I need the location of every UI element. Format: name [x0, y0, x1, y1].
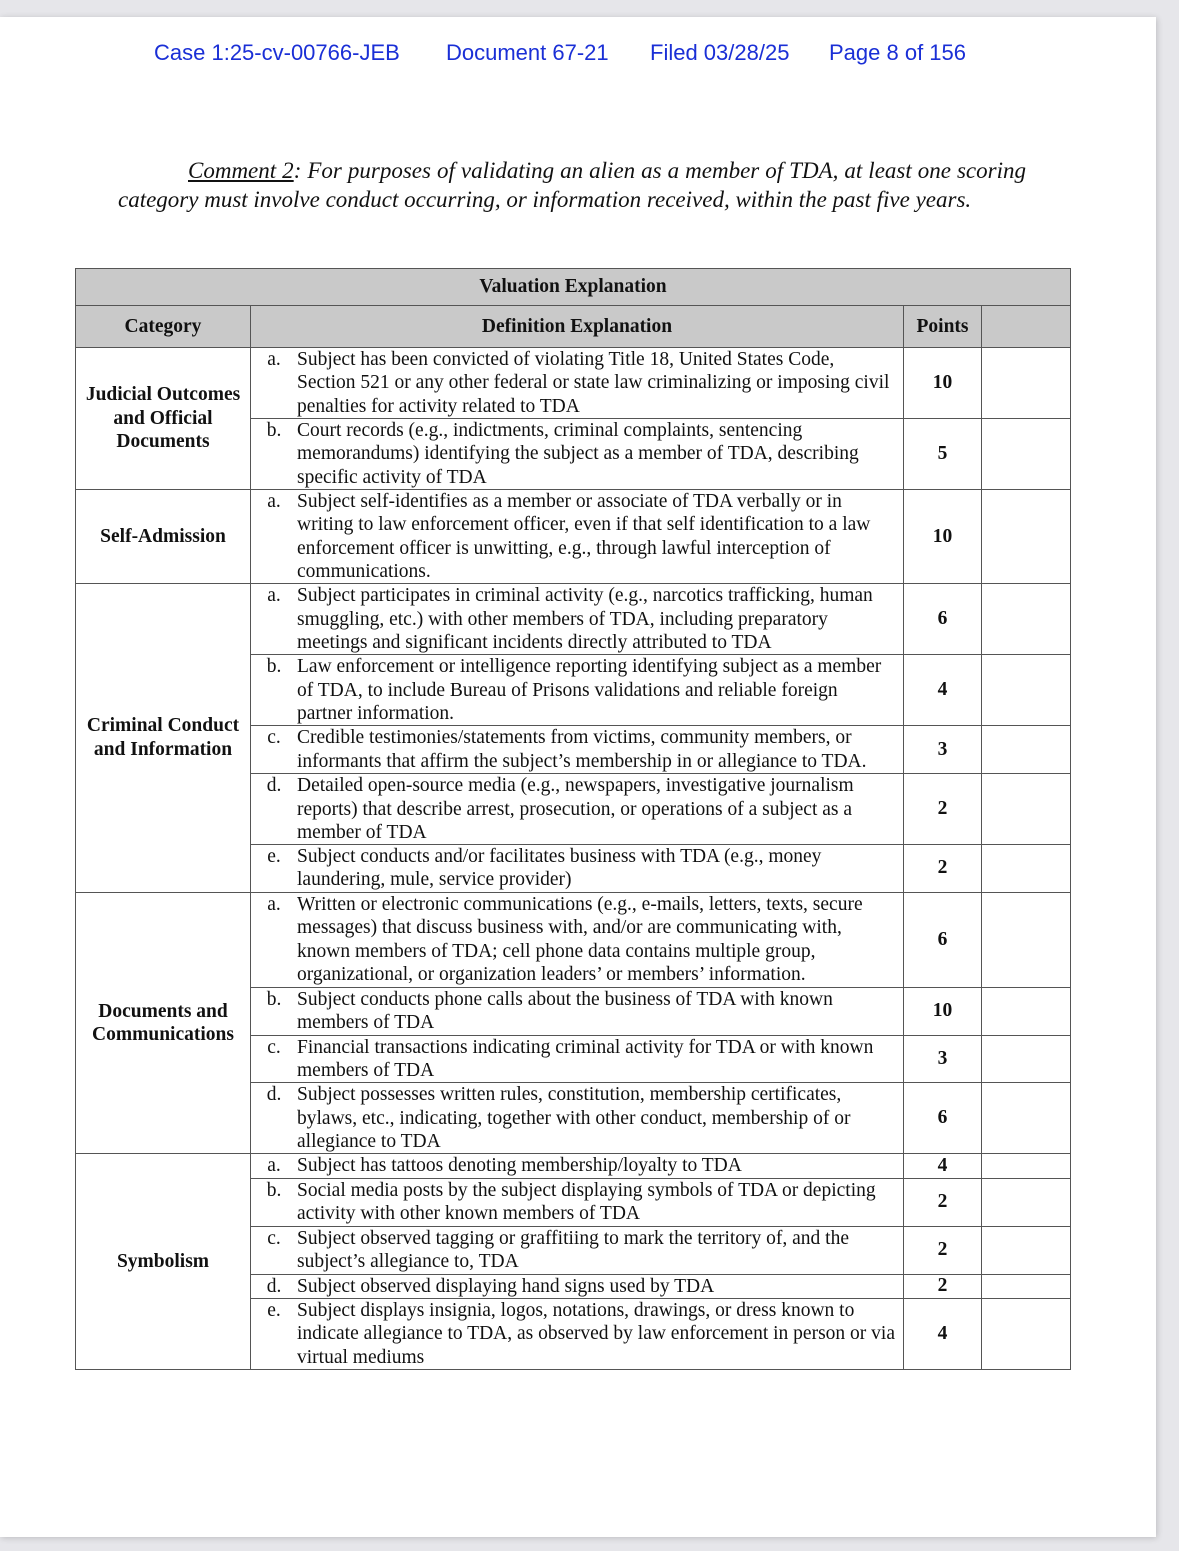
table-row [76, 584, 1071, 655]
item-letter: d. [266, 1275, 282, 1297]
document-page [0, 17, 1156, 1537]
definition-cell [251, 1226, 904, 1274]
item-text: Subject has tattoos denoting membership/loyalty to TDA [297, 1155, 742, 1177]
page-number: Page 8 of 156 [829, 40, 967, 65]
blank-cell [982, 655, 1071, 726]
category-cell: Symbolism [76, 1154, 251, 1370]
definition-cell [251, 726, 904, 774]
item-letter: a. [267, 491, 281, 512]
points-cell: 4 [904, 1298, 982, 1369]
item-text: Credible testimonies/statements from victims, community members, or informants that affirm the subject’s membership in or allegiance to TDA. [297, 727, 867, 772]
points-cell: 4 [904, 655, 982, 726]
item-letter: a. [267, 585, 281, 607]
points-cell: 10 [904, 490, 982, 584]
item-text: Social media posts by the subject displaying symbols of TDA or depicting activity with other known members of TDA [297, 1179, 876, 1225]
item-text: Law enforcement or intelligence reporting identifying subject as a member of TDA, to include Bureau of Prisons validations and reliable foreign partner information. [297, 656, 882, 724]
comment-label: Comment 2 [188, 158, 294, 183]
table-row [76, 892, 1071, 987]
blank-cell [982, 584, 1071, 655]
category-cell: Criminal Conduct and Information [76, 584, 251, 893]
points-cell: 2 [904, 1274, 982, 1298]
points-cell: 2 [904, 845, 982, 893]
table-row [76, 348, 1071, 419]
definition-cell [251, 655, 904, 726]
blank-cell [982, 1298, 1071, 1369]
definition-cell [251, 987, 904, 1035]
definition-cell [251, 490, 904, 584]
definition-cell [251, 892, 904, 987]
item-text: Financial transactions indicating criminal activity for TDA or with known members of TDA [297, 1036, 874, 1082]
points-cell: 5 [904, 419, 982, 490]
blank-cell [982, 1274, 1071, 1298]
definition-cell [251, 1083, 904, 1154]
points-cell: 10 [904, 987, 982, 1035]
points-cell: 3 [904, 726, 982, 774]
blank-cell [982, 1178, 1071, 1226]
definition-cell [251, 348, 904, 419]
blank-cell [982, 1083, 1071, 1154]
blank-cell [982, 774, 1071, 845]
item-letter: c. [267, 1036, 281, 1058]
points-cell: 4 [904, 1154, 982, 1178]
item-letter: a. [267, 1155, 281, 1177]
blank-cell [982, 845, 1071, 893]
filed-date: Filed 03/28/25 [650, 40, 790, 65]
category-cell: Self-Admission [76, 490, 251, 584]
blank-cell [982, 1154, 1071, 1178]
points-cell: 2 [904, 1226, 982, 1274]
item-letter: b. [266, 1179, 282, 1201]
blank-cell [982, 892, 1071, 987]
item-letter: b. [266, 656, 282, 678]
item-text: Court records (e.g., indictments, criminal complaints, sentencing memorandums) identifying the subject as a member of TDA, describing specific activity of TDA [297, 420, 859, 488]
case-number: Case 1:25-cv-00766-JEB [154, 40, 400, 65]
item-text: Subject conducts and/or facilitates business with TDA (e.g., money laundering, mule, service provider) [297, 846, 822, 891]
item-letter: c. [267, 1227, 281, 1249]
item-letter: a. [267, 349, 281, 371]
document-number: Document 67-21 [446, 40, 609, 65]
definition-cell [251, 845, 904, 893]
blank-cell [982, 987, 1071, 1035]
item-text: Subject observed tagging or graffitiing to mark the territory of, and the subject’s allegiance to, TDA [297, 1227, 849, 1273]
definition-cell [251, 774, 904, 845]
points-cell: 2 [904, 774, 982, 845]
table-row [76, 1154, 1071, 1178]
col-category-header: Category [76, 306, 251, 348]
item-letter: b. [266, 420, 282, 442]
item-letter: b. [266, 988, 282, 1010]
item-text: Subject possesses written rules, constitution, membership certificates, bylaws, etc., indicating, together with other conduct, membership of or allegiance to TDA [297, 1084, 851, 1153]
item-text: Subject observed displaying hand signs used by TDA [297, 1275, 715, 1297]
definition-cell [251, 1274, 904, 1298]
definition-cell [251, 1035, 904, 1083]
definition-cell [251, 1298, 904, 1369]
table-title: Valuation Explanation [76, 269, 1071, 306]
blank-cell [982, 1035, 1071, 1083]
points-cell: 6 [904, 892, 982, 987]
blank-cell [982, 490, 1071, 584]
valuation-table [75, 268, 1071, 1370]
category-cell: Judicial Outcomes and Official Documents [76, 348, 251, 490]
comment-text: : For purposes of validating an alien as a member of TDA, at least one scoring category must involve conduct occurring, or information received, within the past five years. [118, 158, 1026, 212]
definition-cell [251, 584, 904, 655]
item-letter: e. [267, 1300, 281, 1322]
comment-paragraph [118, 157, 1026, 214]
item-text: Subject conducts phone calls about the business of TDA with known members of TDA [297, 988, 833, 1034]
item-letter: c. [267, 727, 281, 749]
item-letter: a. [267, 894, 281, 916]
item-letter: d. [266, 775, 282, 797]
blank-cell [982, 348, 1071, 419]
points-cell: 3 [904, 1035, 982, 1083]
points-cell: 2 [904, 1178, 982, 1226]
item-text: Subject self-identifies as a member or associate of TDA verbally or in writing to law enforcement officer, even if that self identification to a law enforcement officer is unwitting, e.g., through lawful interception of communications. [297, 491, 871, 582]
item-letter: d. [266, 1084, 282, 1106]
item-letter: e. [267, 846, 281, 868]
points-cell: 10 [904, 348, 982, 419]
col-points-header: Points [904, 306, 982, 348]
item-text: Subject participates in criminal activity (e.g., narcotics trafficking, human smuggling, etc.) with other members of TDA, including preparatory meetings and significant incidents directly attributed to TDA [297, 585, 873, 653]
definition-cell [251, 1178, 904, 1226]
blank-cell [982, 1226, 1071, 1274]
points-cell: 6 [904, 584, 982, 655]
blank-cell [982, 726, 1071, 774]
table-row [76, 490, 1071, 584]
item-text: Subject has been convicted of violating Title 18, United States Code, Section 521 or any other federal or state law criminalizing or imposing civil penalties for activity related to TDA [297, 349, 890, 417]
col-extra-header [982, 306, 1071, 348]
points-cell: 6 [904, 1083, 982, 1154]
col-definition-header: Definition Explanation [251, 306, 904, 348]
blank-cell [982, 419, 1071, 490]
item-text: Detailed open-source media (e.g., newspapers, investigative journalism reports) that describe arrest, prosecution, or operations of a subject as a member of TDA [297, 775, 854, 843]
category-cell: Documents and Communications [76, 892, 251, 1154]
definition-cell [251, 419, 904, 490]
definition-cell [251, 1154, 904, 1178]
item-text: Written or electronic communications (e.g., e-mails, letters, texts, secure messages) that discuss business with, and/or are communicating with, known members of TDA; cell phone data contains multiple group, organizational, or organization leaders’ or members’ information. [297, 894, 863, 986]
item-text: Subject displays insignia, logos, notations, drawings, or dress known to indicate allegiance to TDA, as observed by law enforcement in person or via virtual mediums [297, 1300, 895, 1368]
